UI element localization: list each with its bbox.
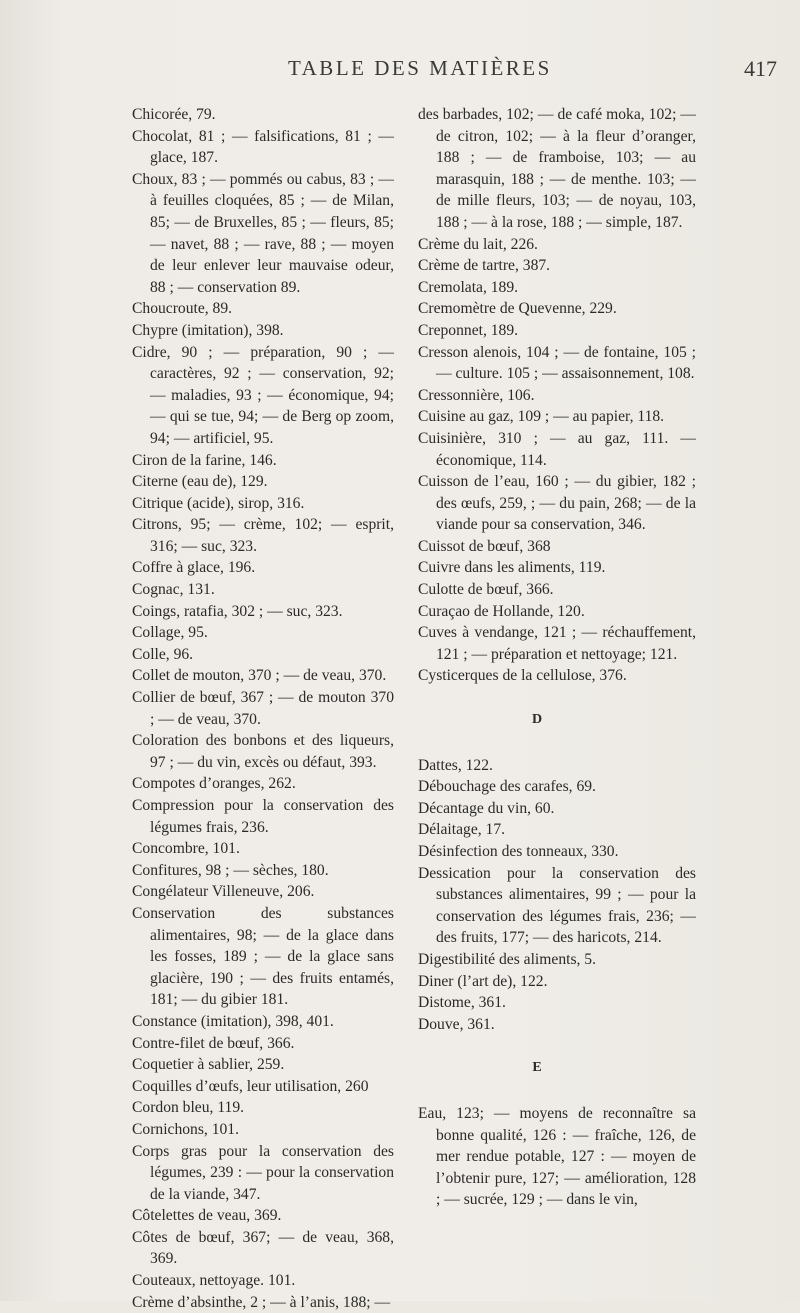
index-entry: Cordon bleu, 119. — [132, 1099, 245, 1117]
index-entry: Citrons, 95; — crème, 102; — esprit, 316; — suc, 323. — [132, 516, 394, 555]
index-entry: Eau, 123; — moyens de reconnaître sa bonne qualité, 126 : — fraîche, 126, de mer rendue potable, 127 : — moyen de l’obtenir pure, 127; — amélioration, 128 ; — sucrée, 129 ; — dans le vin, — [418, 1104, 696, 1209]
index-entry: Chocolat, 81 ; — falsifications, 81 ; — glace, 187. — [132, 127, 394, 167]
index-entry: Citrique (acide), sirop, 316. — [132, 494, 305, 512]
index-entry: Curaçao de Hollande, 120. — [418, 602, 585, 620]
index-column-left — [132, 104, 394, 1313]
index-entry: Crème d’absinthe, 2 ; — à l’anis, 188; — — [132, 1293, 391, 1311]
index-entry: Cuves à vendange, 121 ; — réchauffement, 121 ; — préparation et nettoyage; 121. — [418, 624, 696, 663]
index-entry: Distome, 361. — [418, 994, 506, 1012]
index-entry: Dattes, 122. — [418, 756, 493, 774]
index-entry: Décantage du vin, 60. — [418, 799, 555, 817]
section-letter: E — [532, 1060, 542, 1076]
index-entry: Compotes d’oranges, 262. — [132, 775, 296, 793]
index-entry: Douve, 361. — [418, 1015, 495, 1033]
index-entry: Creponnet, 189. — [418, 321, 519, 339]
index-entry: Chicorée, 79. — [132, 106, 216, 123]
index-entry: Chypre (imitation), 398. — [132, 321, 284, 339]
index-entry: Cognac, 131. — [132, 581, 215, 599]
index-entry: Délaitage, 17. — [418, 821, 506, 839]
index-entry: des barbades, 102; — de café moka, 102; — de citron, 102; — à la fleur d’oranger, 188 ; — de framboise, 103; — au marasquin, 188 ; — de menthe. 103; — de mille fleurs, 103; — de noyau, 103, 188 ; — à la rose, 188 ; — simple, 187. — [418, 106, 696, 231]
index-entry: Contre-filet de bœuf, 366. — [132, 1034, 295, 1052]
index-entry: Désinfection des tonneaux, 330. — [418, 843, 619, 860]
index-entry: Cuissot de bœuf, 368 — [418, 537, 551, 555]
index-entry: Ciron de la farine, 146. — [132, 451, 277, 469]
section-letter: D — [531, 712, 543, 728]
index-entry: Cornichons, 101. — [132, 1120, 239, 1138]
index-entry: Cuisine au gaz, 109 ; — au papier, 118. — [418, 408, 665, 426]
index-entry: Diner (l’art de), 122. — [418, 972, 548, 990]
index-entry: Cuisson de l’eau, 160 ; — du gibier, 182 ; des œufs, 259, ; — du pain, 268; — de la viande pour sa conservation, 346. — [418, 473, 696, 534]
running-title: TABLE DES MATIÈRES — [288, 56, 552, 80]
index-entry: Coings, ratafia, 302 ; — suc, 323. — [132, 602, 343, 620]
index-column-right — [418, 104, 696, 1211]
index-entry: Crème du lait, 226. — [418, 235, 538, 253]
index-entry: Collet de mouton, 370 ; — de veau, 370. — [132, 667, 387, 685]
index-entry: Cresson alenois, 104 ; — de fontaine, 105 ; — culture. 105 ; — assaisonnement, 108. — [418, 343, 696, 383]
index-entry: Confitures, 98 ; — sèches, 180. — [132, 861, 329, 879]
index-entry: Coffre à glace, 196. — [132, 559, 256, 577]
index-entry: Cuivre dans les aliments, 119. — [418, 559, 606, 577]
index-entry: Cremomètre de Quevenne, 229. — [418, 300, 617, 318]
index-entry: Colle, 96. — [132, 645, 194, 663]
index-entry: Compression pour la conservation des légumes frais, 236. — [132, 797, 394, 836]
index-entry: Côtelettes de veau, 369. — [132, 1207, 282, 1225]
index-entry: Constance (imitation), 398, 401. — [132, 1012, 334, 1030]
index-entry: Collage, 95. — [132, 624, 208, 642]
index-entry: Corps gras pour la conservation des légumes, 239 : — pour la conservation de la viande, 347. — [132, 1142, 394, 1203]
index-entry: Citerne (eau de), 129. — [132, 473, 268, 491]
index-entry: Cysticerques de la cellulose, 376. — [418, 667, 627, 685]
index-entry: Couteaux, nettoyage. 101. — [132, 1272, 296, 1290]
index-entry: Cremolata, 189. — [418, 278, 519, 296]
index-entry: Collier de bœuf, 367 ; — de mouton 370 ; — de veau, 370. — [132, 689, 394, 728]
index-entry: Crème de tartre, 387. — [418, 257, 551, 275]
index-entry: Débouchage des carafes, 69. — [418, 778, 596, 796]
index-entry: Coquilles d’œufs, leur utilisation, 260 — [132, 1077, 369, 1095]
index-entry: Conservation des substances alimentaires, 98; — de la glace dans les fosses, 189 ; — de la glace sans glacière, 190 ; — des fruits entamés, 181; — du gibier 181. — [132, 904, 394, 1009]
index-entry: Choux, 83 ; — pommés ou cabus, 83 ; — à feuilles cloquées, 85 ; — de Milan, 85; — de Bruxelles, 85 ; — fleurs, 85; — navet, 88 ; — rave, 88 ; — moyen de leur enlever leur mauvaise odeur, 88 ; — conservation 89. — [132, 170, 394, 296]
index-entry: Côtes de bœuf, 367; — de veau, 368, 369. — [132, 1228, 394, 1268]
page-header — [0, 56, 800, 86]
index-entry: Cuisinière, 310 ; — au gaz, 111. — économique, 114. — [418, 429, 696, 469]
index-entry: Congélateur Villeneuve, 206. — [132, 883, 315, 901]
index-entry: Coloration des bonbons et des liqueurs, 97 ; — du vin, excès ou défaut, 393. — [132, 732, 394, 771]
index-entry: Dessication pour la conservation des substances alimentaires, 99 ; — pour la conservation des légumes frais, 236; — des fruits, 177; — des haricots, 214. — [418, 864, 696, 947]
index-entry: Cidre, 90 ; — préparation, 90 ; — caractères, 92 ; — conservation, 92; — maladies, 93 ; — économique, 94; — qui se tue, 94; — de Berg op zoom, 94; — artificiel, 95. — [132, 343, 394, 447]
index-entry: Digestibilité des aliments, 5. — [418, 950, 597, 968]
index-entry: Coquetier à sablier, 259. — [132, 1056, 285, 1074]
index-entry: Culotte de bœuf, 366. — [418, 581, 554, 599]
index-entry: Concombre, 101. — [132, 840, 240, 858]
index-entry: Cressonnière, 106. — [418, 386, 535, 404]
page-number: 417 — [744, 56, 777, 81]
index-entry: Choucroute, 89. — [132, 300, 233, 318]
